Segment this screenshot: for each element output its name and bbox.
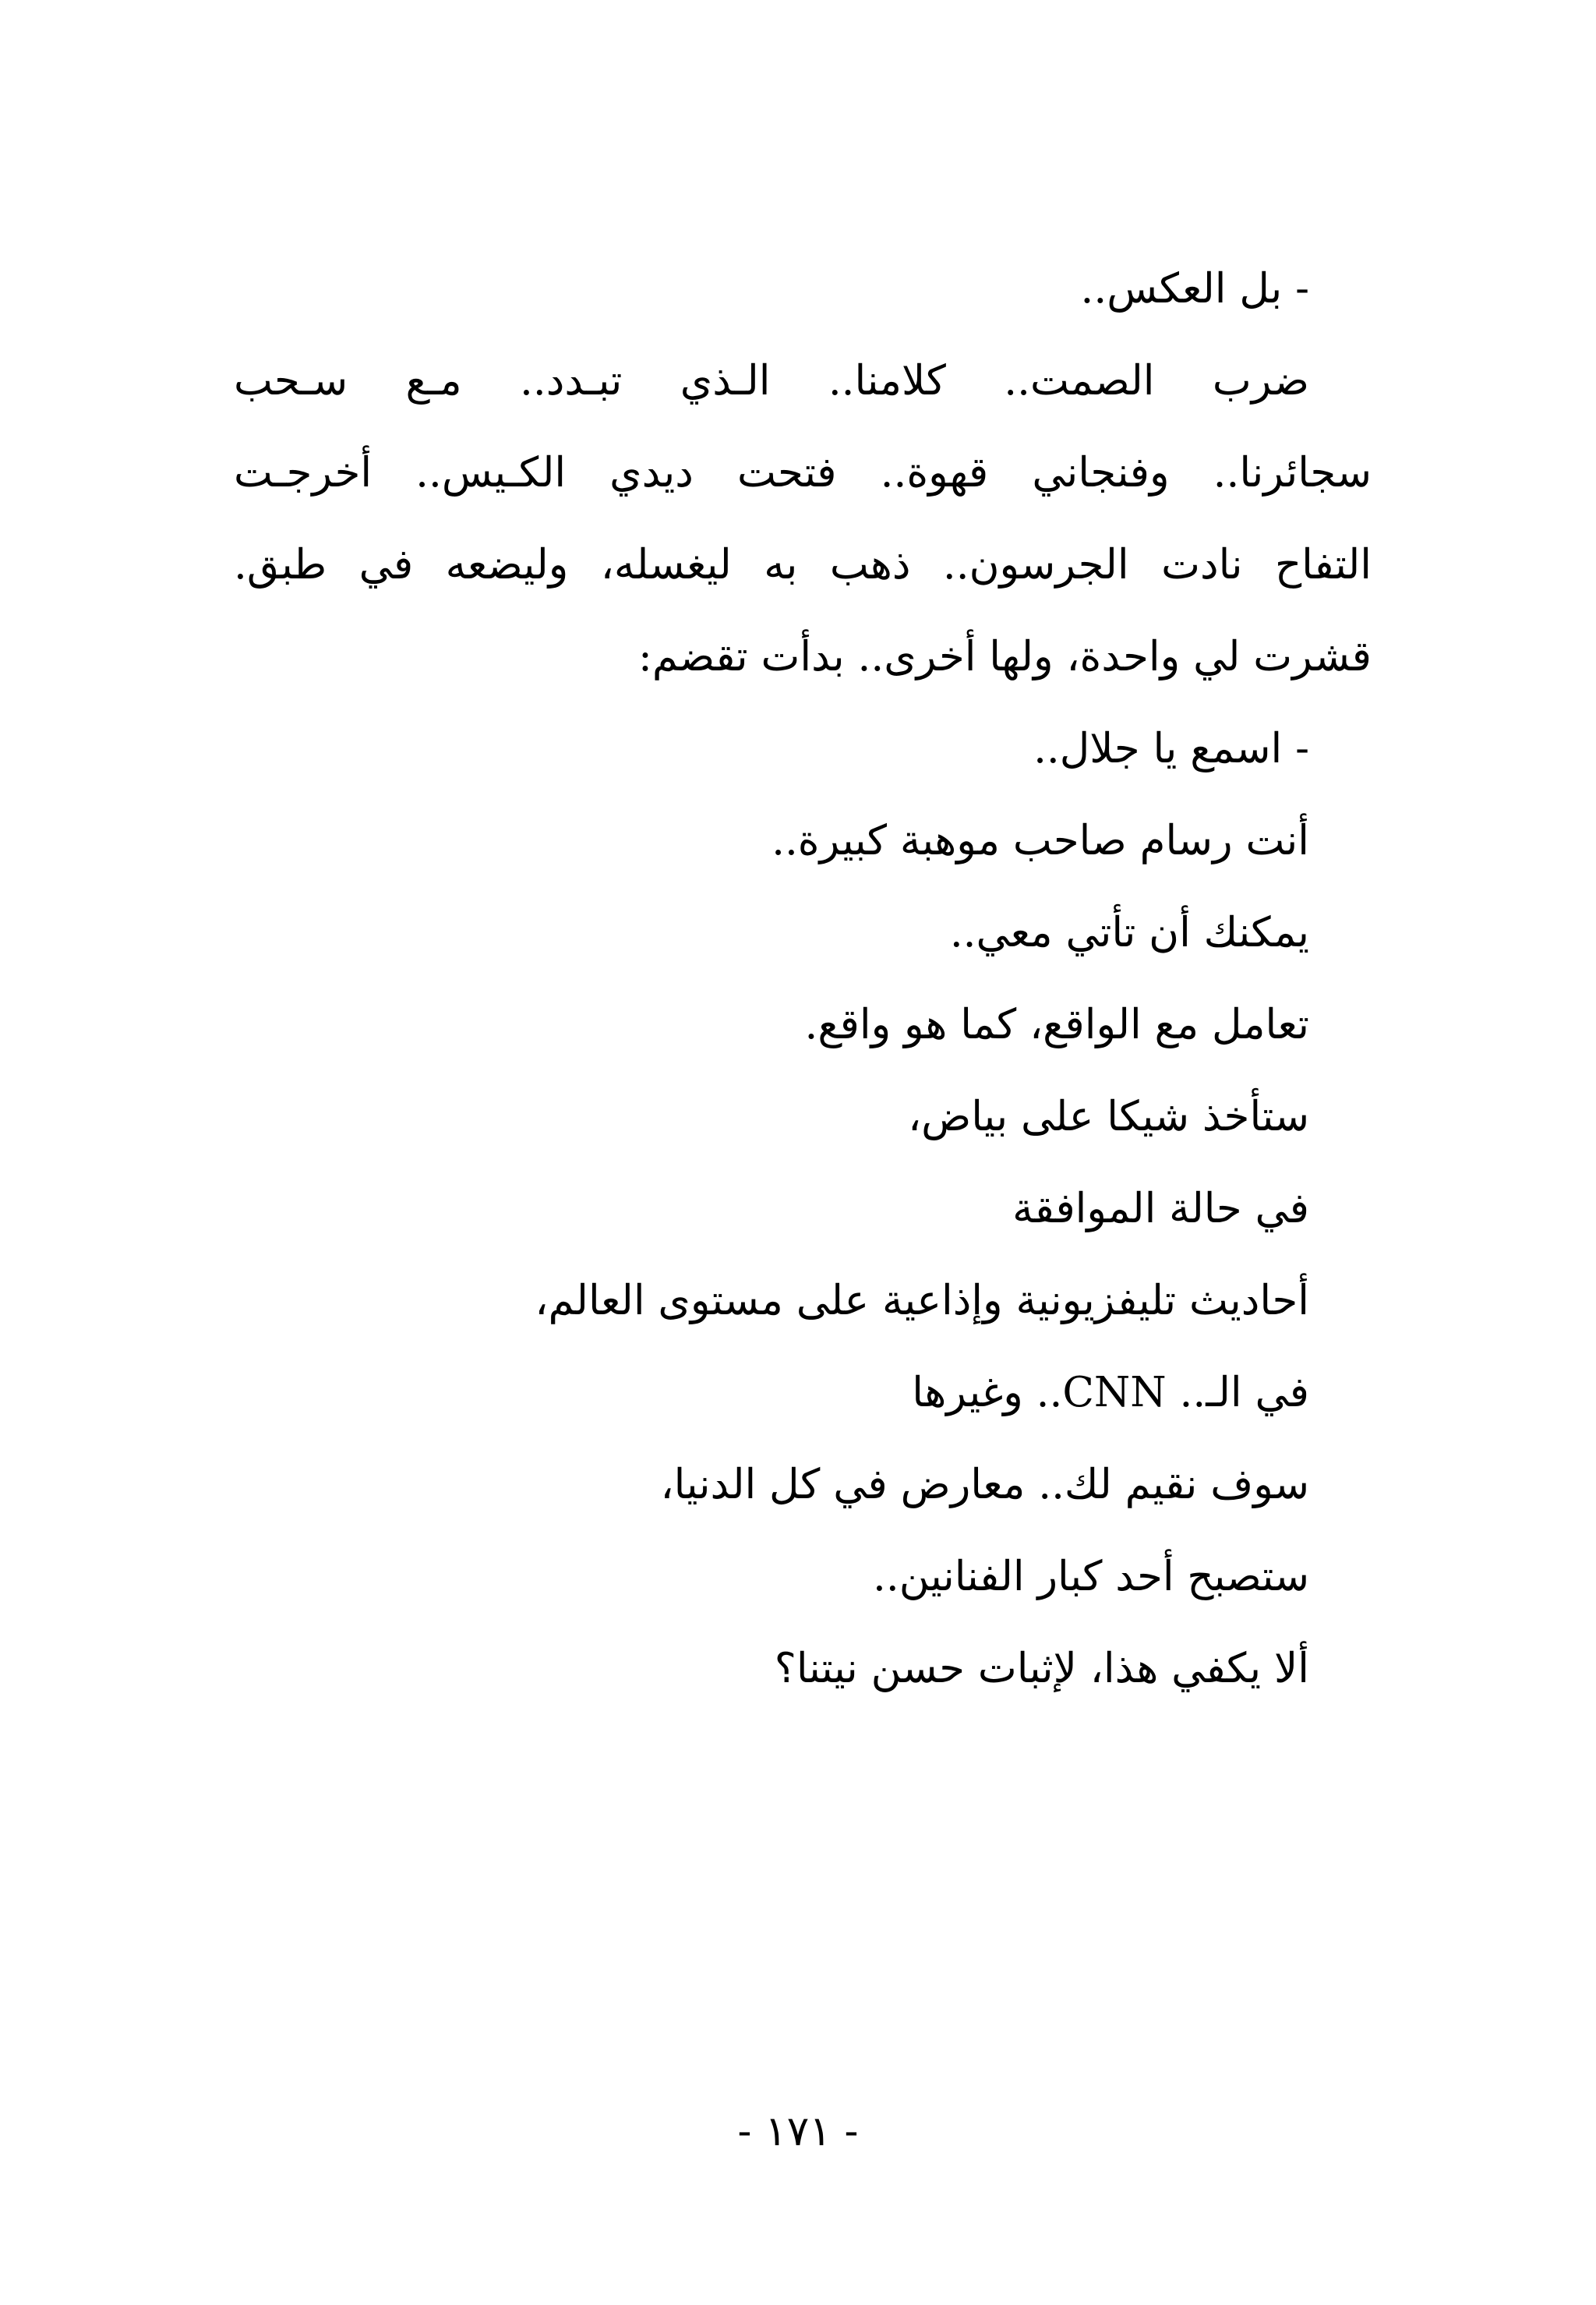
dialogue-line: سوف نقيم لك.. معارض في كل الدنيا، (660, 1461, 1309, 1508)
dialogue-line: أحاديث تليفزيونية وإذاعية على مستوى العالم، (535, 1277, 1309, 1324)
dialogue-line: ألا يكفي هذا، لإثبات حسن نيتنا؟ (774, 1645, 1309, 1692)
page-number: - ١٧١ - (737, 2108, 859, 2155)
dialogue-line: في حالة الموافقة (1012, 1185, 1309, 1232)
paragraph-line: قشرت لي واحدة، ولها أخرى.. بدأت تقضم: (637, 633, 1372, 681)
page-body (234, 243, 1372, 1715)
dialogue-line: أنت رسام صاحب موهبة كبيرة.. (772, 817, 1309, 864)
dialogue-line: تعامل مع الواقع، كما هو واقع. (804, 1001, 1309, 1048)
dialogue-line: يمكنك أن تأتي معي.. (949, 909, 1309, 956)
text-line: - بل العكس.. (1080, 265, 1309, 313)
paragraph-line: التفاح نادت الجرسون.. ذهب به ليغسله، وليضعه في طبق. (234, 541, 1372, 589)
dialogue-line: في الـ.. CNN.. وغيرها (912, 1369, 1309, 1416)
paragraph-line: ضرب الصمت.. كلامنا.. الـذي تبـدد.. مـع سـحب (234, 357, 1309, 405)
dialogue-line: - اسمع يا جلال.. (1033, 725, 1309, 772)
paragraph-line: سجائرنا.. وفنجاني قهوة.. فتحت ديدي الكـيس.. أخرجـت (234, 449, 1372, 497)
narrative-paragraph (234, 335, 1372, 703)
dialogue-line: ستأخذ شيكا على بياض، (908, 1093, 1309, 1140)
dialogue-line: ستصبح أحد كبار الفنانين.. (873, 1553, 1309, 1600)
